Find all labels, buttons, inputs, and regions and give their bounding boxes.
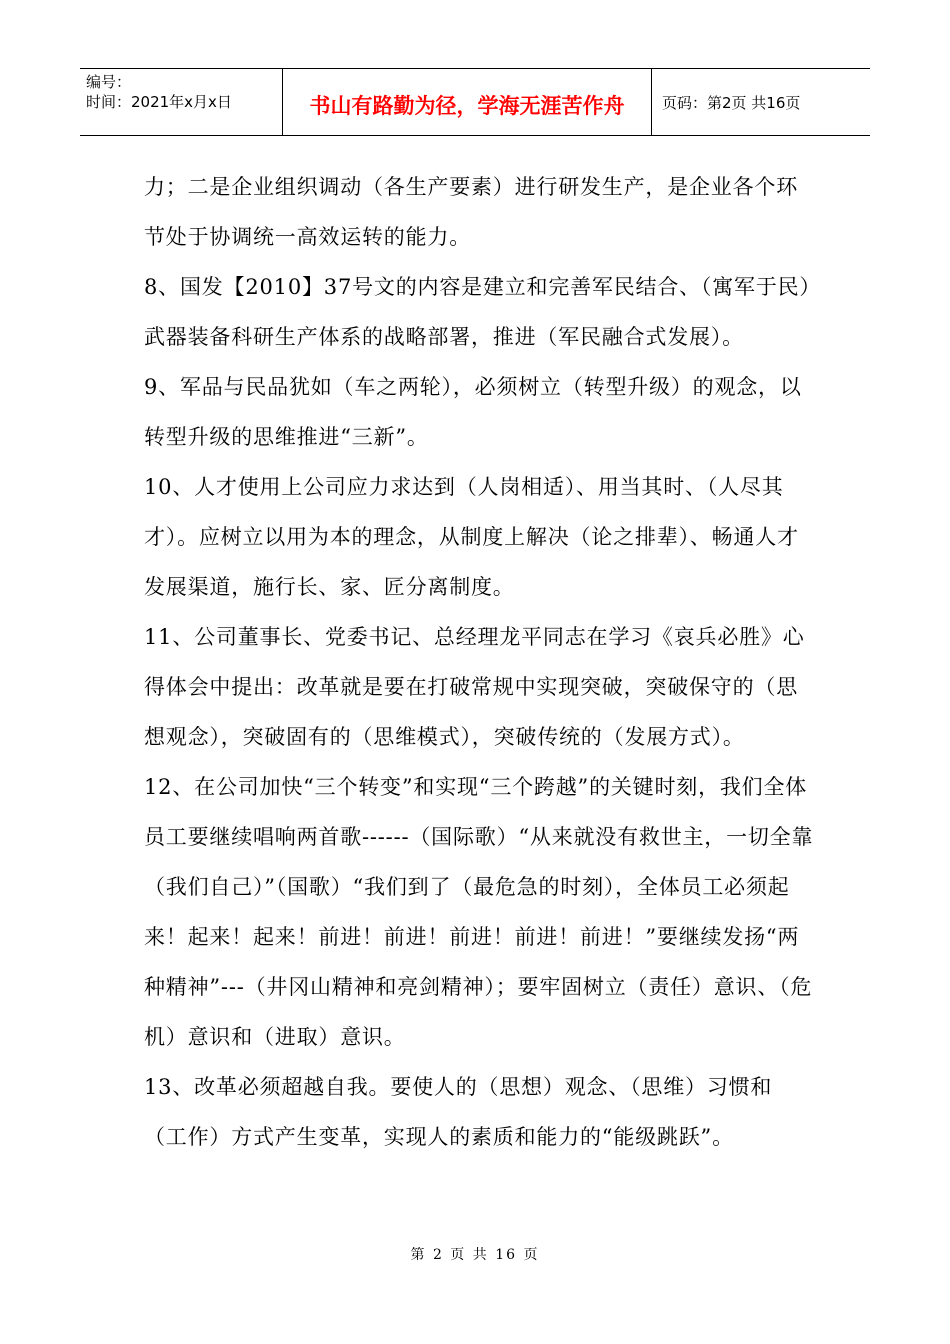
- page-footer: 第 2 页 共 16 页: [410, 1247, 540, 1263]
- paragraph-continuation: 力；二是企业组织调动（各生产要素）进行研发生产，是企业各个环节处于协调统一高效运转的能力。: [144, 175, 798, 249]
- document-body: [144, 162, 814, 1162]
- paragraph-item-9: 9、军品与民品犹如（车之两轮），必须树立（转型升级）的观念，以转型升级的思维推进“三新”。: [144, 375, 802, 449]
- paragraph-item-10: 10、人才使用上公司应力求达到（人岗相适）、用当其时、（人尽其才）。应树立以用为本的理念，从制度上解决（论之排辈）、畅通人才发展渠道，施行长、家、匠分离制度。: [144, 475, 799, 599]
- paragraph-item-12: 12、在公司加快“三个转变”和实现“三个跨越”的关键时刻，我们全体员工要继续唱响两首歌------（国际歌）“从来就没有救世主，一切全靠（我们自己）”（国歌）“我们到了（最危急的时刻），全体员工必须起来！起来！起来！前进！前进！前进！前进！前进！”要继续发扬“两种精神”---（井冈山精神和亮剑精神）；要牢固树立（责任）意识、（危机）意识和（进取）意识。: [144, 775, 814, 1049]
- paragraph-item-8: 8、国发【2010】37号文的内容是建立和完善军民结合、（寓军于民）武器装备科研生产体系的战略部署，推进（军民融合式发展）。: [144, 275, 811, 349]
- paragraph-item-13: 13、改革必须超越自我。要使人的（思想）观念、（思维）习惯和（工作）方式产生变革，实现人的素质和能力的“能级跳跃”。: [144, 1075, 773, 1149]
- header-meta: [80, 69, 283, 135]
- document-time: 时间：2021年x月x日: [86, 93, 232, 111]
- page-header: [80, 68, 870, 136]
- document-number-label: 编号：: [86, 73, 132, 91]
- paragraph-item-11: 11、公司董事长、党委书记、总经理龙平同志在学习《哀兵必胜》心得体会中提出：改革就是要在打破常规中实现突破，突破保守的（思想观念），突破固有的（思维模式），突破传统的（发展方式）。: [144, 625, 805, 749]
- header-motto: 书山有路勤为径，学海无涯苦作舟: [283, 69, 652, 135]
- header-page-info: 页码：第2页 共16页: [662, 93, 801, 112]
